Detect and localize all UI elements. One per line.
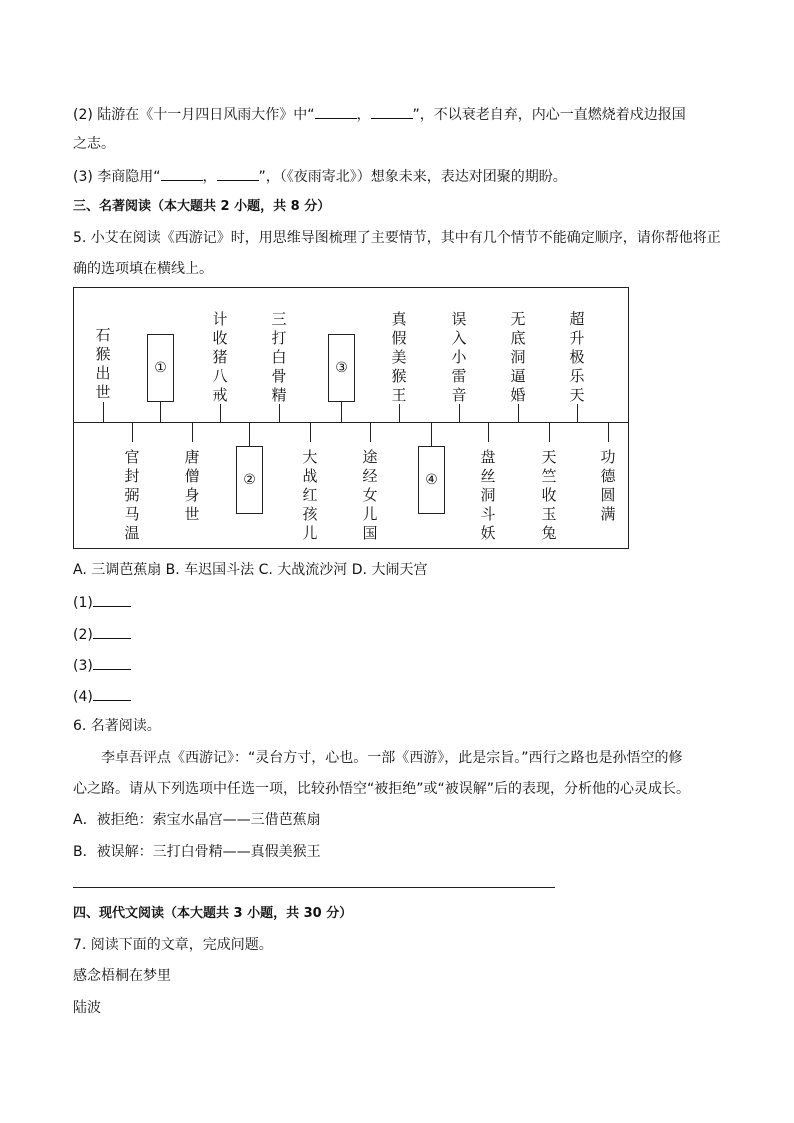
answer-line[interactable]	[73, 887, 555, 888]
tick	[518, 404, 519, 422]
top-item: 无 底 洞 逼 婚	[510, 310, 526, 404]
mind-map-diagram	[73, 287, 629, 549]
top-item: 三 打 白 骨 精	[271, 310, 287, 404]
tick	[549, 422, 550, 442]
article-title: 感念梧桐在梦里	[73, 968, 171, 984]
q5-line2: 确的选项填在横线上。	[73, 261, 213, 277]
tick	[370, 422, 371, 442]
tick	[608, 422, 609, 442]
tick	[431, 422, 432, 446]
q5-line1: 5. 小艾在阅读《西游记》时，用思维导图梳理了主要情节，其中有几个情节不能确定顺序，请你帮他将正	[73, 230, 721, 246]
q6-paragraph-line2: 心之路。请从下列选项中任选一项，比较孙悟空“被拒绝”或“被误解”后的表现，分析他的心灵成长。	[73, 781, 691, 797]
blank-box-3[interactable]: ③	[328, 334, 355, 402]
q5-answer-2: (2)	[73, 624, 131, 644]
answer-blank[interactable]	[93, 592, 131, 607]
q6-option-b: B．被误解：三打白骨精——真假美猴王	[73, 844, 321, 860]
answer-blank[interactable]	[93, 624, 131, 639]
bottom-item: 途 经 女 儿 国	[362, 448, 378, 542]
article-author: 陆波	[73, 1000, 101, 1016]
answer-blank[interactable]	[161, 166, 203, 181]
q5-answer-4: (4)	[73, 686, 131, 706]
bottom-item: 唐 僧 身 世	[184, 448, 200, 523]
q5-options: A. 三调芭蕉扇 B. 车迟国斗法 C. 大战流沙河 D. 大闹天宫	[73, 562, 428, 578]
poem-q2-line1: (2) 陆游在《十一月四日风雨大作》中“ ， ”，不以衰老自弃，内心一直燃烧着戍边报国	[73, 104, 686, 124]
timeline-axis	[74, 422, 628, 423]
bottom-item: 功 德 圆 满	[600, 448, 616, 523]
tick	[103, 402, 104, 422]
top-item: 真 假 美 猴 王	[391, 310, 407, 404]
answer-blank[interactable]	[93, 655, 131, 670]
tick	[488, 422, 489, 442]
bottom-item: 官 封 弼 马 温	[124, 448, 140, 542]
bottom-item: 大 战 红 孩 儿	[302, 448, 318, 542]
answer-blank[interactable]	[315, 104, 357, 119]
q5-answer-3: (3)	[73, 655, 131, 675]
tick	[220, 404, 221, 422]
tick	[399, 404, 400, 422]
section-3-heading: 三、名著阅读（本大题共 2 小题，共 8 分）	[73, 199, 331, 214]
tick	[279, 404, 280, 422]
q7-title: 7. 阅读下面的文章，完成问题。	[73, 937, 273, 953]
bottom-item: 盘 丝 洞 斗 妖	[480, 448, 496, 542]
poem-q2-line2: 之志。	[73, 136, 115, 152]
tick	[341, 402, 342, 422]
top-item: 误 入 小 雷 音	[451, 310, 467, 404]
top-item: 超 升 极 乐 天	[569, 310, 585, 404]
section-4-heading: 四、现代文阅读（本大题共 3 小题，共 30 分）	[73, 906, 353, 921]
blank-box-1[interactable]: ①	[147, 334, 174, 402]
blank-box-4[interactable]: ④	[418, 446, 445, 514]
q5-answer-1: (1)	[73, 592, 131, 612]
bottom-item: 天 竺 收 玉 兔	[541, 448, 557, 542]
poem-q3: (3) 李商隐用“ ， ”，（《夜雨寄北》）想象未来，表达对团聚的期盼。	[73, 166, 567, 186]
q6-title: 6. 名著阅读。	[73, 718, 161, 734]
tick	[249, 422, 250, 446]
top-item: 石 猴 出 世	[95, 326, 111, 401]
tick	[160, 402, 161, 422]
answer-blank[interactable]	[217, 166, 259, 181]
answer-blank[interactable]	[93, 686, 131, 701]
tick	[132, 422, 133, 442]
top-item: 计 收 猪 八 戒	[212, 310, 228, 404]
tick	[310, 422, 311, 442]
blank-box-2[interactable]: ②	[236, 446, 263, 514]
tick	[577, 404, 578, 422]
answer-blank[interactable]	[371, 104, 413, 119]
q6-paragraph-line1: 李卓吾评点《西游记》：“灵台方寸，心也。一部《西游》，此是宗旨。”西行之路也是孙悟空的修	[101, 750, 683, 766]
q6-option-a: A．被拒绝：索宝水晶宫——三借芭蕉扇	[73, 812, 321, 828]
tick	[192, 422, 193, 442]
tick	[459, 404, 460, 422]
